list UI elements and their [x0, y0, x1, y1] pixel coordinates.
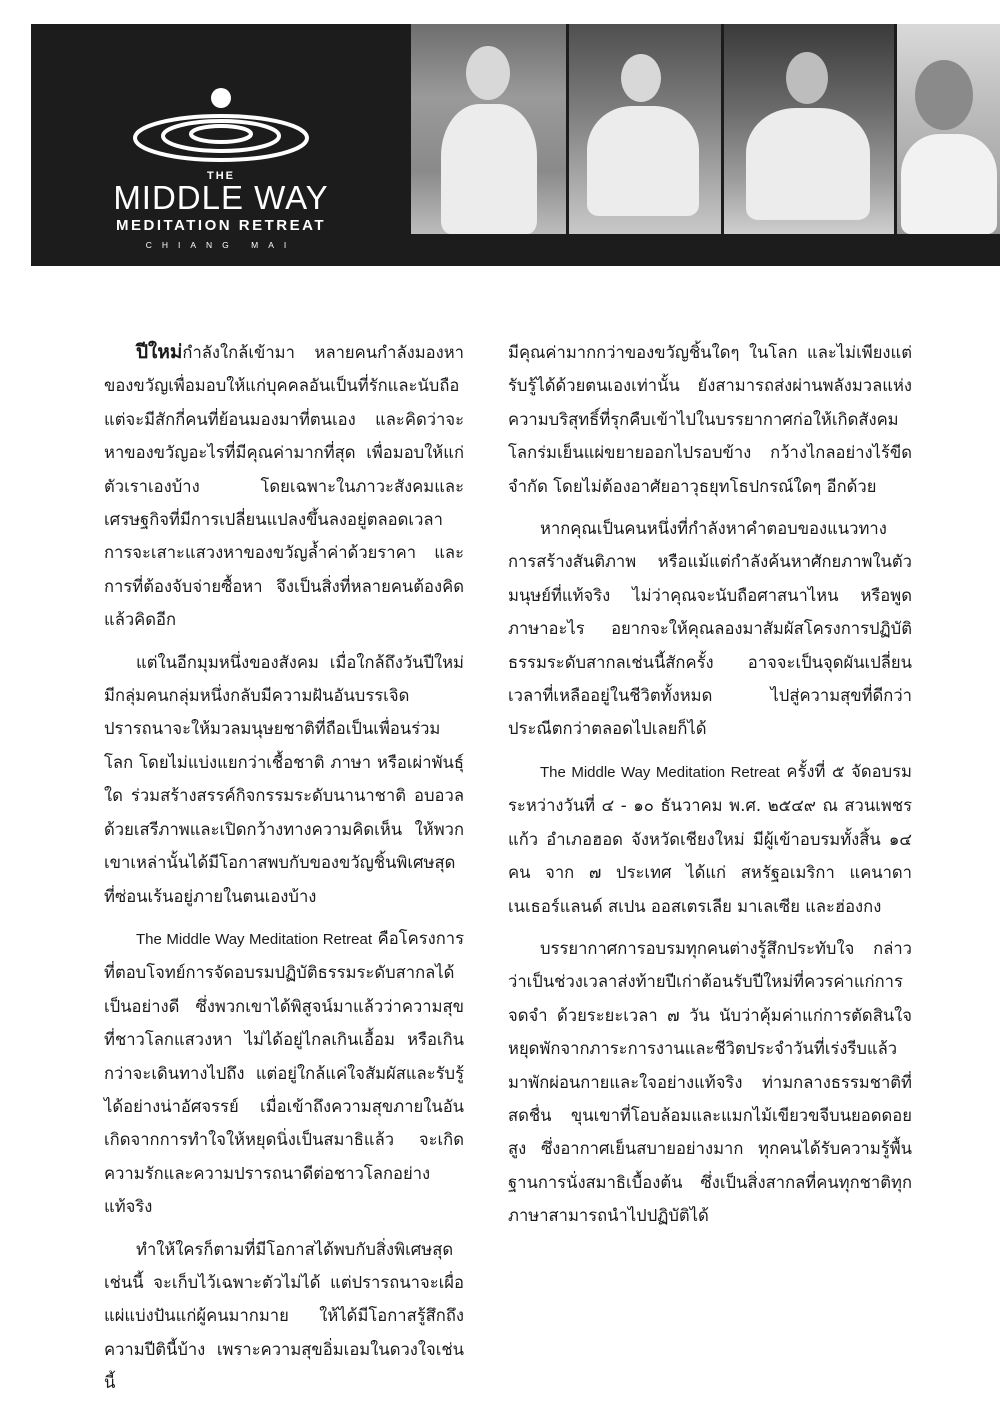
middle-way-logo [31, 24, 411, 266]
photo-strip [411, 24, 1000, 266]
logo-the: THE [207, 170, 235, 182]
paragraph: มีคุณค่ามากกว่าของขวัญชิ้นใดๆ ในโลก และไม่เพียงแต่รับรู้ได้ด้วยตนเองเท่านั้น ยังสามารถส่งผ่านพลังมวลแห่งความบริสุทธิ์ที่รุกคืบเข้าไปในบรรยากาศก่อให้เกิดสังคมโลกร่มเย็นแผ่ขยายออกไปรอบข้าง กว้างไกลอย่างไร้ขีดจำกัด โดยไม่ต้องอาศัยอาวุธยุทโธปกรณ์ใดๆ อีกด้วย [508, 343, 912, 496]
paragraph: แต่ในอีกมุมหนึ่งของสังคม เมื่อใกล้ถึงวันปีใหม่ มีกลุ่มคนกลุ่มหนึ่งกลับมีความฝันอันบรรเจิด ปรารถนาจะให้มวลมนุษยชาติที่ถือเป็นเพื่อนร่วมโลก โดยไม่แบ่งแยกว่าเชื้อชาติ ภาษา หรือเผ่าพันธุ์ใด ร่วมสร้างสรรค์กิจกรรมระดับนานาชาติ อบอวลด้วยเสรีภาพและเปิดกว้างทางความคิดเห็น ให้พวกเขาเหล่านั้นได้มีโอกาสพบกับของขวัญชิ้นพิเศษสุดที่ซ่อนเร้นอยู่ภายในตนเองบ้าง [104, 652, 464, 906]
article-right-column [508, 336, 912, 1242]
paragraph-text: กำลังใกล้เข้ามา หลายคนกำลังมองหาของขวัญเพื่อมอบให้แก่บุคคลอันเป็นที่รักและนับถือ แต่จะมีสักกี่คนที่ย้อนมองมาที่ตนเอง และคิดว่าจะหาของขวัญอะไรที่มีคุณค่ามากที่สุด เพื่อมอบให้แก่ตัวเราเองบ้าง โดยเฉพาะในภาวะสังคมและเศรษฐกิจที่มีการเปลี่ยนแปลงขึ้นลงอยู่ตลอดเวลา การจะเสาะแสวงหาของขวัญล้ำค่าด้วยราคา และการที่ต้องจับจ่ายซื้อหา จึงเป็นสิ่งที่หลายคนต้องคิดแล้วคิดอีก [104, 343, 464, 630]
paragraph: บรรยากาศการอบรมทุกคนต่างรู้สึกประทับใจ กล่าวว่าเป็นช่วงเวลาส่งท้ายปีเก่าต้อนรับปีใหม่ที่ควรค่าแก่การจดจำ ด้วยระยะเวลา ๗ วัน นับว่าคุ้มค่าแก่การตัดสินใจหยุดพักจากภาระการงานและชีวิตประจำวันที่เร่งรีบแล้วมาพักผ่อนกายและใจอย่างแท้จริง ท่ามกลางธรรมชาติที่สดชื่น ขุนเขาที่โอบล้อมและแมกไม้เขียวขจีบนยอดดอยสูง ซึ่งอากาศเย็นสบายอย่างมาก ทุกคนได้รับความรู้พื้นฐานการนั่งสมาธิเบื้องต้น ซึ่งเป็นสิ่งสากลที่คนทุกชาติทุกภาษาสามารถนำไปปฏิบัติได้ [508, 938, 912, 1226]
logo-city: CHIANG MAI [145, 240, 297, 250]
paragraph-text: ครั้งที่ ๕ จัดอบรมระหว่างวันที่ ๔ - ๑๐ ธันวาคม พ.ศ. ๒๕๔๙ ณ สวนเพชรแก้ว อำเภอฮอด จังหวัดเชียงใหม่ มีผู้เข้าอบรมทั้งสิ้น ๑๔ คน จาก ๗ ประเทศ ได้แก่ สหรัฐอเมริกา แคนาดา เนเธอร์แลนด์ สเปน ออสเตรเลีย มาเลเซีย และฮ่องกง [508, 761, 912, 916]
program-name: The Middle Way Meditation Retreat [540, 763, 780, 781]
paragraph [104, 336, 464, 637]
paragraph [508, 755, 912, 923]
paragraph: ทำให้ใครก็ตามที่มีโอกาสได้พบกับสิ่งพิเศษสุดเช่นนี้ จะเก็บไว้เฉพาะตัวไม่ได้ แต่ปรารถนาจะเผื่อแผ่แบ่งปันแก่ผู้คนมากมาย ให้ได้มีโอกาสรู้สึกถึงความปีตินี้บ้าง เพราะความสุขอิ่มเอมในดวงใจเช่นนี้ [104, 1239, 464, 1393]
photo-man-meditating [569, 24, 721, 234]
paragraph: หากคุณเป็นคนหนึ่งที่กำลังหาคำตอบของแนวทางการสร้างสันติภาพ หรือแม้แต่กำลังค้นหาศักยภาพในตัวมนุษย์ที่แท้จริง ไม่ว่าคุณจะนับถือศาสนาไหน หรือพูดภาษาอะไร อยากจะให้คุณลองมาสัมผัสโครงการปฏิบัติธรรมระดับสากลเช่นนี้สักครั้ง อาจจะเป็นจุดผันเปลี่ยนเวลาที่เหลืออยู่ในชีวิตทั้งหมด ไปสู่ความสุขที่ดีกว่า ประณีตกว่าตลอดไปเลยก็ได้ [508, 519, 912, 739]
article-left-column [104, 336, 464, 1409]
photo-woman-profile [897, 24, 1000, 234]
paragraph-text: คือโครงการที่ตอบโจทย์การจัดอบรมปฏิบัติธรรมระดับสากลได้เป็นอย่างดี ซึ่งพวกเขาได้พิสูจน์มาแล้วว่าความสุขที่ชาวโลกแสวงหา ไม่ได้อยู่ไกลเกินเอื้อม หรือเกินกว่าจะเดินทางไปถึง แต่อยู่ใกล้แค่ใจสัมผัสและรับรู้ได้อย่างน่าอัศจรรย์ เมื่อเข้าถึงความสุขภายในอันเกิดจากการทำใจให้หยุดนิ่งเป็นสมาธิแล้ว จะเกิดความรักและความปรารถนาดีต่อชาวโลกอย่างแท้จริง [104, 928, 464, 1217]
photo-woman-reading [411, 24, 566, 234]
ripple-logo-icon [121, 84, 321, 170]
lead-word: ปีใหม่ [136, 341, 183, 363]
paragraph [104, 922, 464, 1224]
program-name: The Middle Way Meditation Retreat [136, 930, 372, 948]
logo-subtitle: MEDITATION RETREAT [116, 217, 326, 234]
photo-man-seated-meditating [724, 24, 894, 234]
header-banner [31, 24, 1000, 266]
logo-title: MIDDLE WAY [113, 179, 329, 216]
